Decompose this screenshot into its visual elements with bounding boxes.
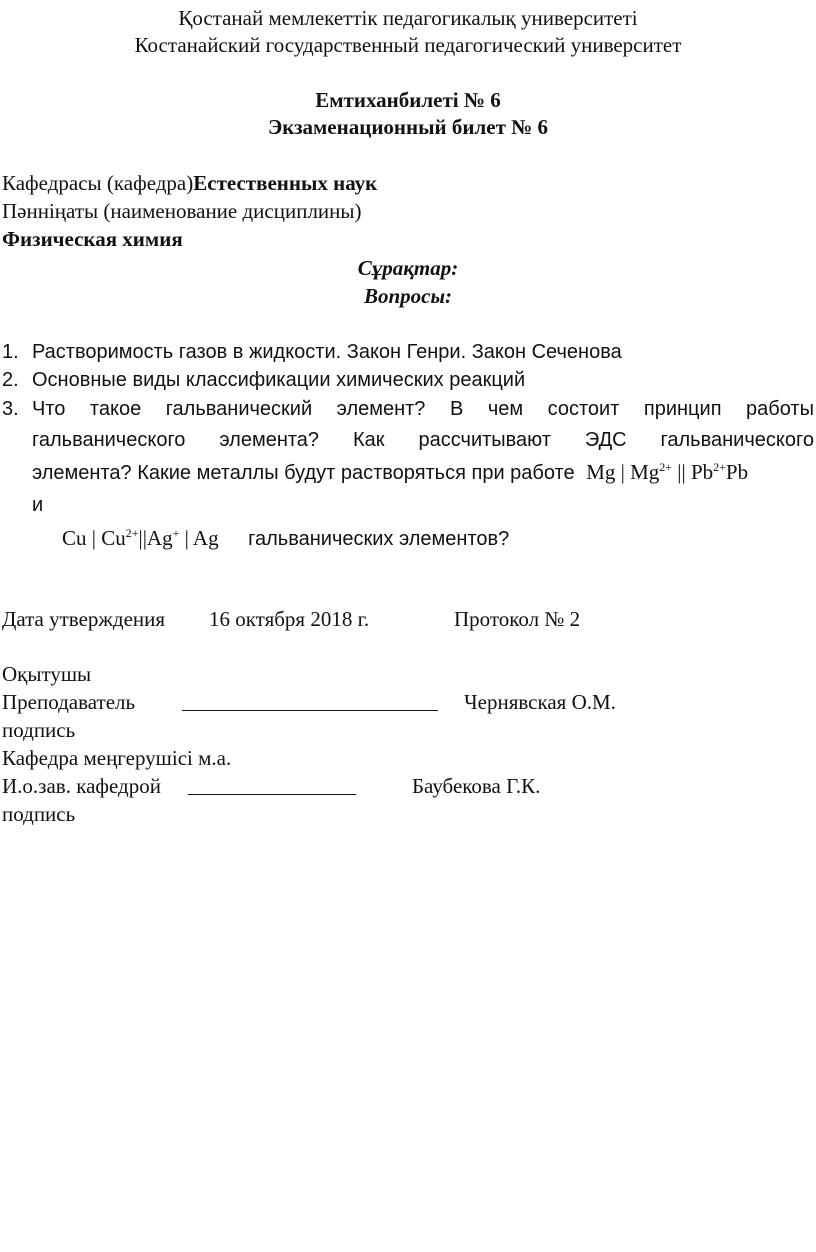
word: рассчитывают	[418, 429, 551, 451]
university-name-ru: Костанайский государственный педагогический университет	[134, 33, 682, 57]
word: элемент?	[336, 398, 426, 420]
head-signature-line	[188, 776, 356, 799]
galvanic-cell-2	[62, 526, 219, 550]
teacher-label-kz: Оқытушы	[2, 662, 92, 686]
question-3-text: элемента? Какие металлы будут растворяться при работе	[32, 462, 575, 484]
word: элемента?	[219, 429, 320, 451]
word: состоит	[547, 398, 620, 420]
department-row	[2, 173, 377, 194]
question-3-line-5	[62, 528, 509, 549]
cell-2-cathode-charge: +	[172, 526, 180, 540]
head-label-ru: И.о.зав. кафедрой	[2, 774, 161, 798]
discipline-value: Физическая химия	[2, 227, 183, 251]
word: гальванического	[32, 429, 186, 451]
question-3-line-3	[32, 462, 748, 483]
question-1-text: Растворимость газов в жидкости. Закон Генри. Закон Сеченова	[32, 341, 622, 363]
head-name: Баубекова Г.К.	[412, 774, 541, 798]
ticket-title-kz: Емтиханбилеті № 6	[315, 88, 501, 112]
ticket-title-ru: Экзаменационный билет № 6	[268, 115, 548, 139]
word: гальванического	[660, 429, 814, 451]
question-3-conjunction: и	[32, 494, 44, 516]
question-3-number: 3.	[2, 398, 19, 420]
galvanic-cell-1	[586, 460, 748, 484]
word: принцип	[643, 398, 722, 420]
university-name-kz: Қостанай мемлекеттік педагогикалық университеті	[178, 6, 638, 30]
teacher-signature-line	[182, 692, 438, 715]
head-signature-caption: подпись	[2, 802, 76, 826]
question-3-line-2	[32, 430, 814, 450]
question-3-tail: гальванических элементов?	[248, 528, 510, 550]
teacher-signature-caption: подпись	[2, 718, 76, 742]
department-value: Естественных наук	[193, 171, 378, 195]
question-2-number: 2.	[2, 369, 19, 391]
questions-heading-ru: Вопросы:	[363, 284, 453, 308]
question-2-text: Основные виды классификации химических реакций	[32, 369, 526, 391]
questions-heading-kz: Сұрақтар:	[357, 256, 459, 280]
department-label: Кафедрасы (кафедра)	[2, 171, 194, 195]
cell-2-anode-charge: 2+	[125, 526, 139, 540]
approval-date-label: Дата утверждения	[2, 607, 166, 631]
teacher-label-ru: Преподаватель	[2, 690, 136, 714]
question-3-line-1	[32, 399, 814, 419]
question-1-number: 1.	[2, 341, 19, 363]
cell-1-cathode-charge: 2+	[713, 460, 726, 474]
word: чем	[487, 398, 524, 420]
protocol-number: Протокол № 2	[454, 607, 581, 631]
word: такое	[89, 398, 142, 420]
cell-1-cathode: Pb	[725, 460, 749, 484]
discipline-label: Пәнніңаты (наименование дисциплины)	[2, 199, 362, 223]
cell-2-cathode-ion: ||Ag	[138, 526, 173, 550]
head-label-kz: Кафедра меңгерушісі м.а.	[2, 746, 232, 770]
approval-date-value: 16 октября 2018 г.	[209, 607, 370, 631]
word: гальванический	[165, 398, 313, 420]
teacher-name: Чернявская О.М.	[464, 690, 616, 714]
signature-blank	[188, 776, 356, 795]
word: Что	[32, 398, 66, 420]
word: Как	[353, 429, 385, 451]
cell-1-cathode-ion: || Pb	[672, 460, 714, 484]
cell-2-cathode: | Ag	[179, 526, 219, 550]
word: работы	[746, 398, 814, 420]
word: ЭДС	[584, 429, 627, 451]
cell-1-anode: Mg | Mg	[586, 460, 660, 484]
cell-2-anode: Cu | Cu	[62, 526, 126, 550]
cell-1-anode-charge: 2+	[659, 460, 673, 474]
signature-blank	[182, 692, 438, 711]
word: В	[449, 398, 464, 420]
